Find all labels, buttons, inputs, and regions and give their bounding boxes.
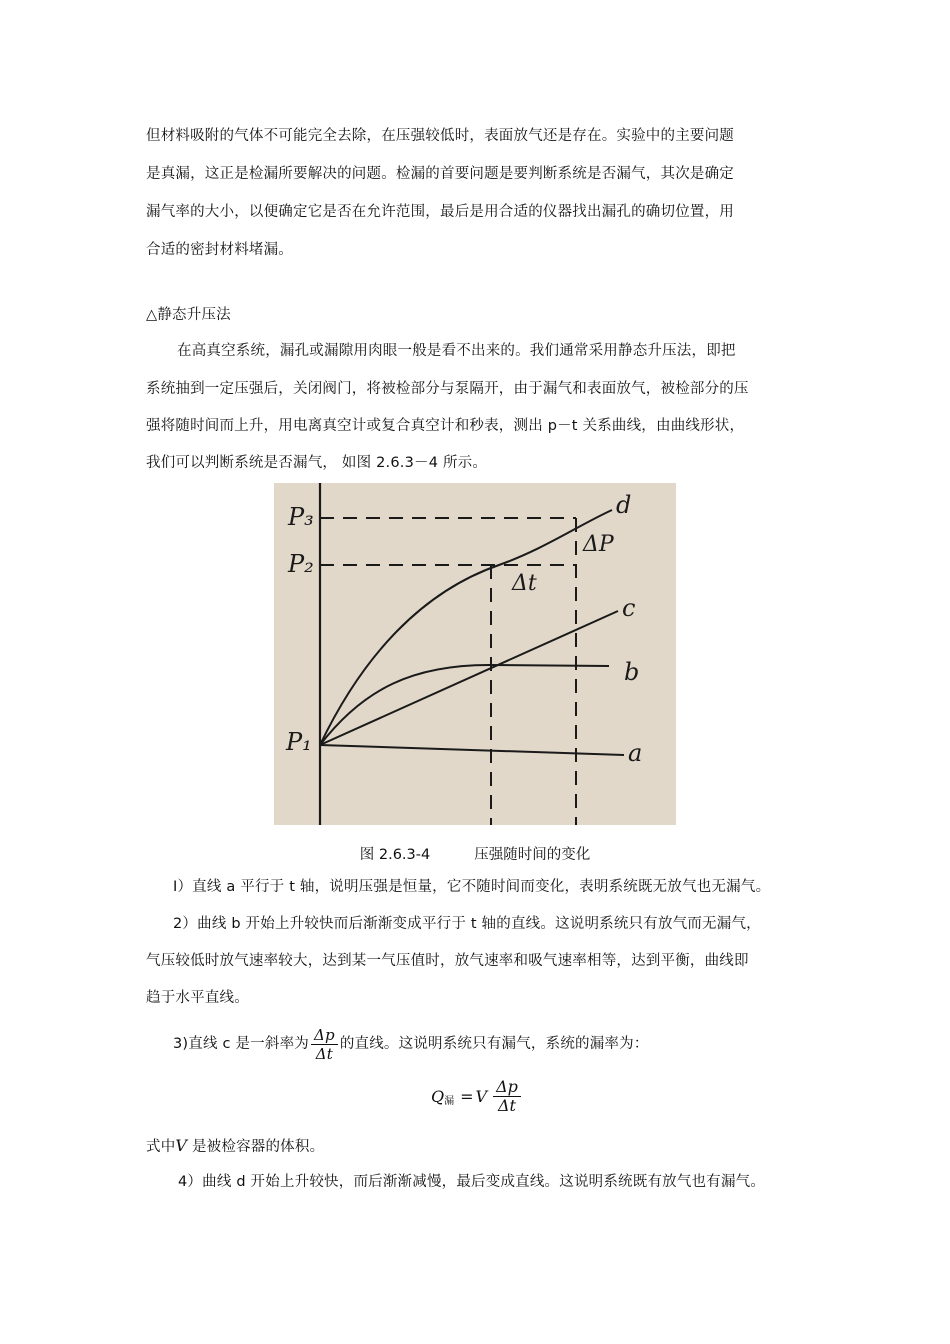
para1-line-2: 是真漏，这正是检漏所要解决的问题。检漏的首要问题是要判断系统是否漏气，其次是确定 [146,166,734,182]
where-suffix: 是被检容器的体积。 [187,1139,325,1155]
label-delta-t: Δt [512,571,537,596]
formula-fraction [493,1078,521,1115]
para1-line-1: 但材料吸附的气体不可能完全去除，在压强较低时，表面放气还是存在。实验中的主要问题 [146,128,734,144]
label-p1: P₁ [286,728,312,756]
figure-svg [274,483,676,825]
where-v: V [175,1136,188,1155]
figure-caption [0,843,950,864]
label-d: d [616,491,632,519]
para2-line-1: 在高真空系统，漏孔或漏隙用肉眼一般是看不出来的。我们通常采用静态升压法，即把 [177,343,736,359]
label-p2: P₂ [288,550,314,578]
where-line [146,1136,324,1157]
formula-q: Q [431,1087,445,1106]
label-delta-p: ΔP [583,532,614,557]
item-4: 4）曲线 d 开始上升较快，而后渐渐减慢，最后变成直线。这说明系统既有放气也有漏气。 [178,1174,766,1190]
caption-title: 压强随时间的变化 [474,847,591,863]
para2-line-3: 强将随时间而上升，用电离真空计或复合真空计和秒表，测出 p－t 关系曲线，由曲线形状， [146,418,745,434]
para1-line-3: 漏气率的大小，以便确定它是否在允许范围，最后是用合适的仪器找出漏孔的确切位置，用 [146,204,734,220]
formula-v: V [475,1087,488,1106]
para2-line-4: 我们可以判断系统是否漏气， 如图 2.6.3－4 所示。 [146,455,488,471]
item-3-suffix: 的直线。这说明系统只有漏气，系统的漏率为： [339,1036,649,1052]
section-heading: △静态升压法 [146,307,231,323]
formula-subscript: 漏 [444,1096,455,1107]
item-3 [173,1024,649,1064]
label-a: a [628,739,643,767]
item-1: Ⅰ）直线 a 平行于 t 轴，说明压强是恒量，它不随时间而变化，表明系统既无放气也无漏气。 [173,879,771,895]
item-3-frac-denominator: Δt [315,1044,334,1063]
item-3-fraction [311,1026,338,1063]
formula-denominator: Δt [498,1096,516,1115]
item-2-line-3: 趋于水平直线。 [146,990,249,1006]
para1-line-4: 合适的密封材料堵漏。 [146,242,293,258]
item-2-line-1: 2）曲线 b 开始上升较快而后渐渐变成平行于 t 轴的直线。这说明系统只有放气而无漏气， [173,916,761,932]
leak-rate-formula [431,1078,523,1115]
formula-equals: = [460,1087,474,1106]
pressure-time-figure [274,483,676,825]
item-3-frac-numerator: Δp [311,1026,338,1045]
where-prefix: 式中 [146,1139,176,1155]
label-c: c [622,594,636,622]
para2-line-2: 系统抽到一定压强后，关闭阀门，将被检部分与泵隔开，由于漏气和表面放气，被检部分的压 [146,381,749,397]
label-p3: P₃ [288,503,314,531]
item-3-prefix: 3)直线 c 是一斜率为 [173,1036,309,1052]
formula-numerator: Δp [493,1078,521,1097]
figure-tone [274,483,676,825]
label-b: b [624,658,640,686]
caption-number: 图 2.6.3-4 [359,847,431,863]
item-2-line-2: 气压较低时放气速率较大，达到某一气压值时，放气速率和吸气速率相等，达到平衡，曲线即 [146,953,749,969]
